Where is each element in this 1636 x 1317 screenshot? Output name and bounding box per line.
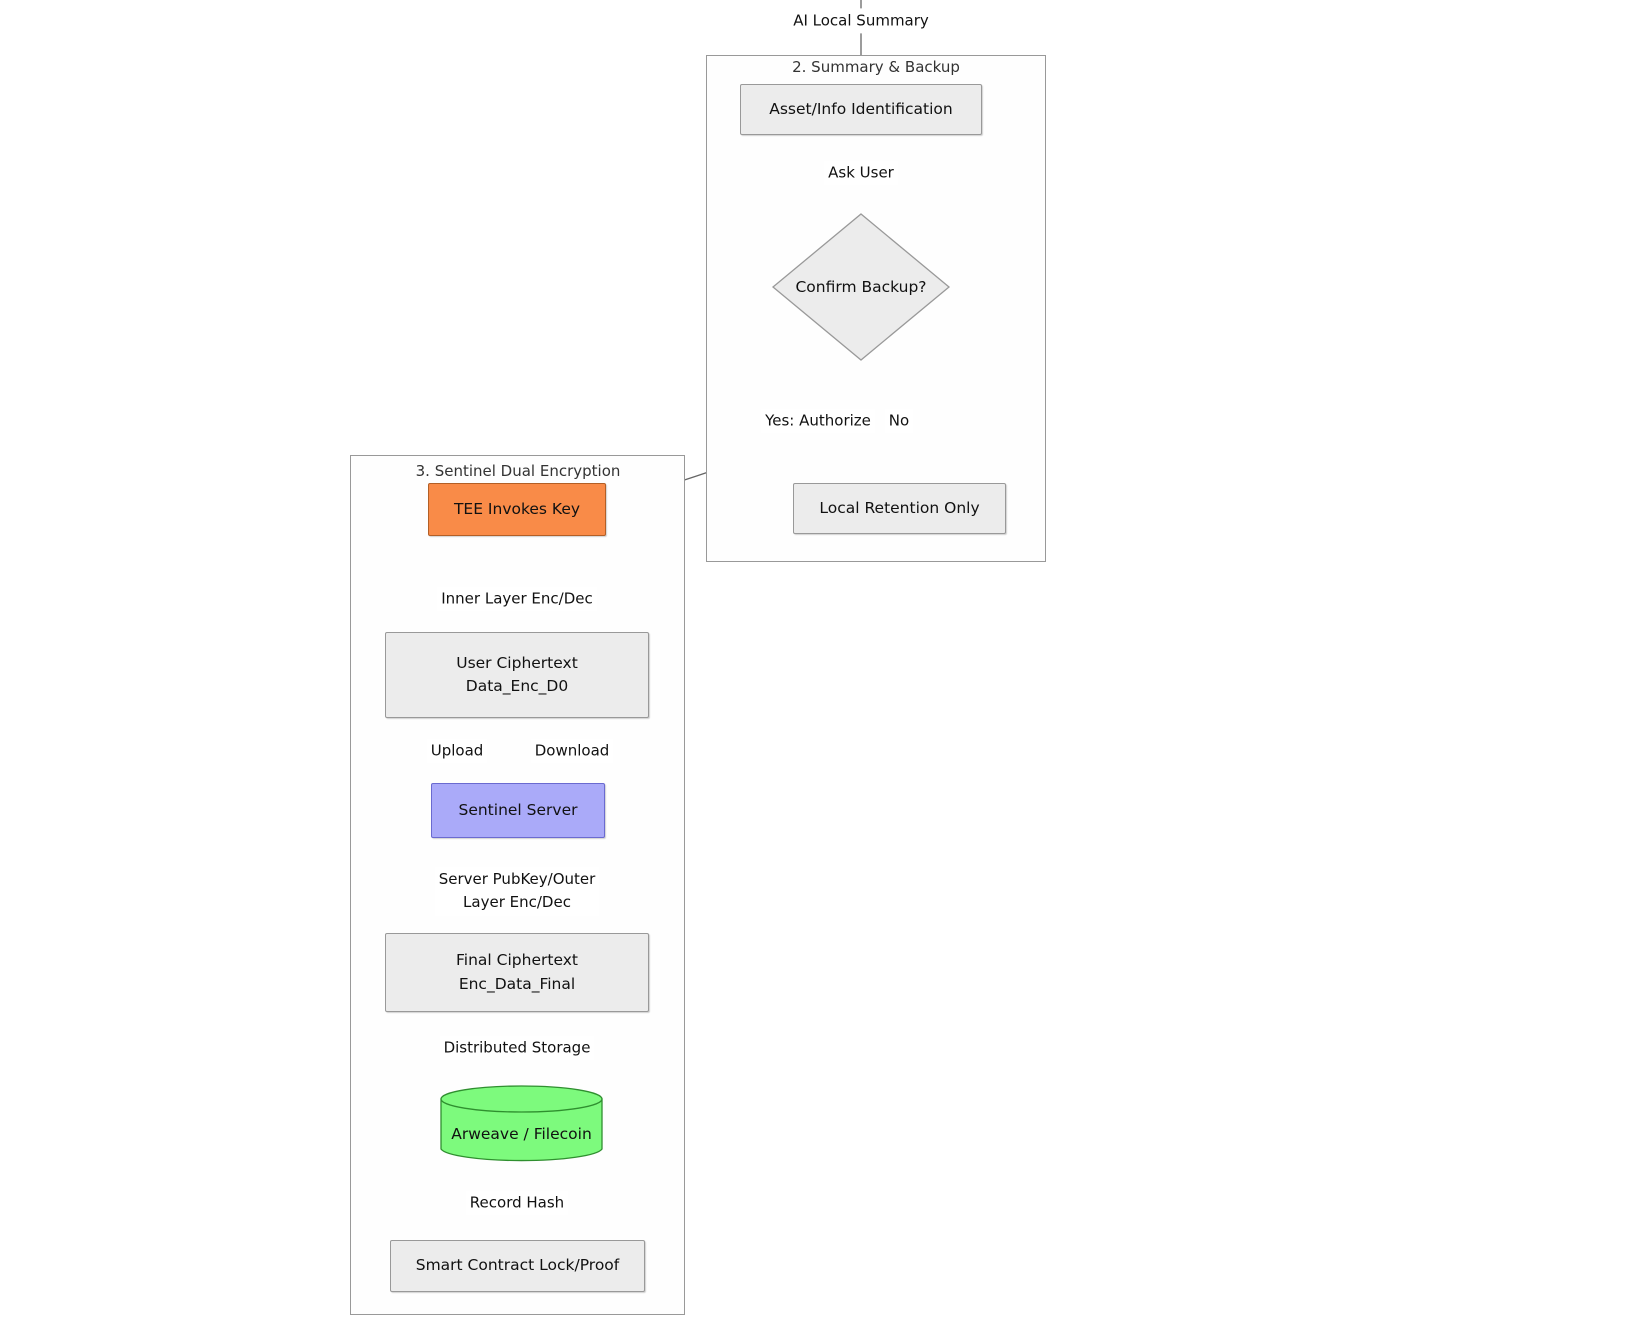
node-confirm-backup[interactable] bbox=[771, 212, 951, 362]
node-smart-contract-lock-proof-label: Smart Contract Lock/Proof bbox=[415, 1256, 620, 1275]
node-tee-invokes-key[interactable] bbox=[428, 483, 606, 536]
node-local-retention-only[interactable] bbox=[793, 483, 1006, 534]
node-sentinel-server[interactable] bbox=[431, 783, 605, 838]
edge-label-ask-user: Ask User bbox=[824, 160, 898, 185]
cluster-summary-backup-label: 2. Summary & Backup bbox=[786, 58, 966, 76]
node-user-ciphertext-label-2: Data_Enc_D0 bbox=[465, 677, 569, 695]
node-arweave-filecoin[interactable] bbox=[440, 1085, 603, 1163]
node-tee-invokes-key-label: TEE Invokes Key bbox=[453, 499, 581, 518]
node-smart-contract-lock-proof[interactable] bbox=[390, 1240, 645, 1292]
node-asset-info-identification-label: Asset/Info Identification bbox=[769, 99, 953, 118]
server-pubkey-line-1: Server PubKey/Outer bbox=[438, 869, 596, 888]
node-asset-info-identification[interactable] bbox=[740, 84, 982, 135]
node-final-ciphertext-label-2: Enc_Data_Final bbox=[458, 974, 576, 993]
node-local-retention-only-label: Local Retention Only bbox=[819, 498, 980, 517]
cluster-sentinel-dual-encryption-label: 3. Sentinel Dual Encryption bbox=[410, 462, 627, 480]
node-user-ciphertext-label-1: User Ciphertext bbox=[456, 653, 578, 672]
edge-label-distributed-storage: Distributed Storage bbox=[440, 1035, 595, 1060]
edge-label-inner-layer-enc-dec: Inner Layer Enc/Dec bbox=[437, 586, 597, 611]
node-final-ciphertext-label-1: Final Ciphertext bbox=[456, 951, 578, 970]
node-confirm-backup-label: Confirm Backup? bbox=[795, 278, 927, 296]
edge-label-download: Download bbox=[531, 738, 614, 763]
edge-label-server-pubkey-outer-layer bbox=[435, 867, 600, 916]
edge-label-ai-local-summary: AI Local Summary bbox=[789, 8, 933, 33]
edge-label-yes-authorize: Yes: Authorize bbox=[761, 408, 875, 433]
node-arweave-filecoin-label: Arweave / Filecoin bbox=[451, 1125, 592, 1143]
node-final-ciphertext[interactable] bbox=[385, 933, 649, 1012]
node-user-ciphertext[interactable] bbox=[385, 632, 649, 718]
edge-label-record-hash: Record Hash bbox=[466, 1190, 568, 1215]
edge-label-no: No bbox=[885, 408, 913, 433]
server-pubkey-line-2: Layer Enc/Dec bbox=[463, 893, 571, 911]
edge-label-upload: Upload bbox=[427, 738, 488, 763]
node-sentinel-server-label: Sentinel Server bbox=[458, 800, 578, 819]
